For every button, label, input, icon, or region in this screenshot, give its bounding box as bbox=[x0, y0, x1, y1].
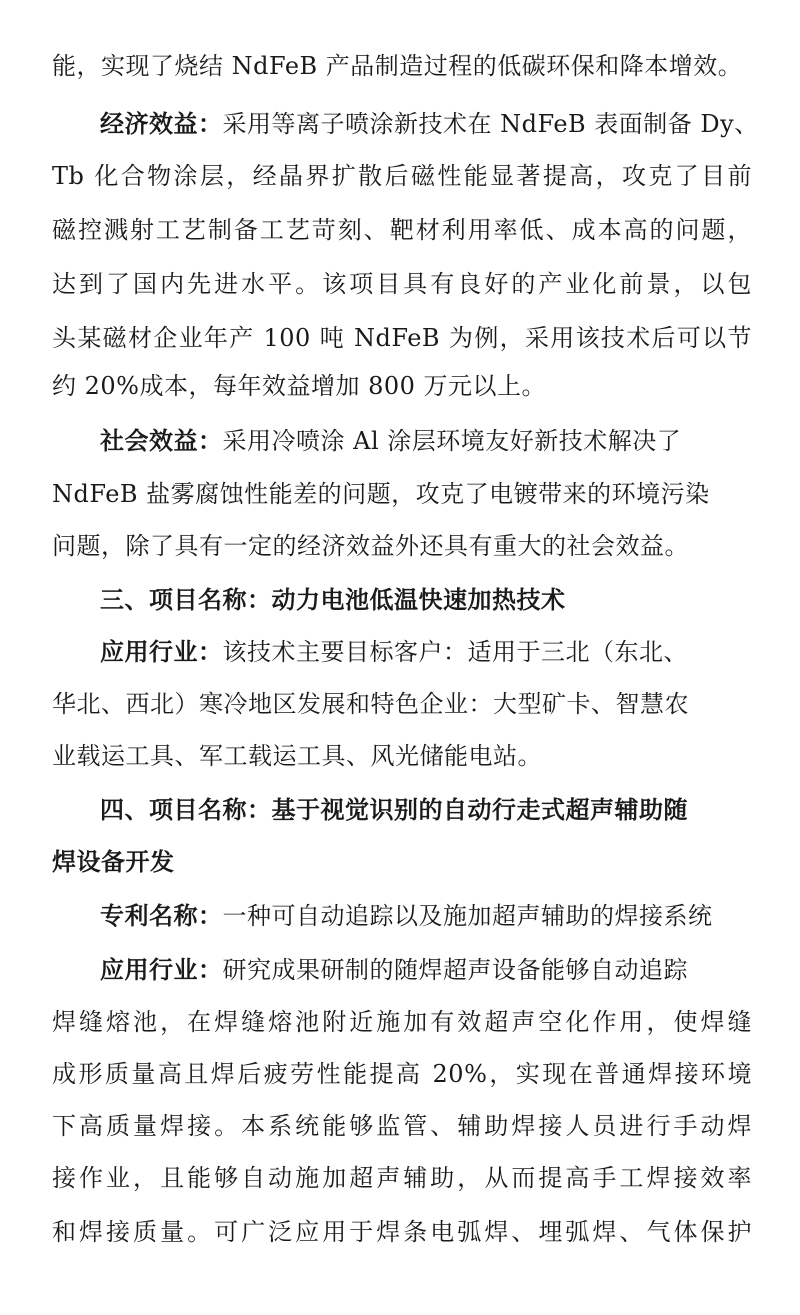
line-text: Tb 化合物涂层，经晶界扩散后磁性能显著提高，攻克了目前 bbox=[52, 162, 752, 190]
paragraph-application-industry-3 bbox=[100, 636, 752, 668]
line-text: 该技术主要目标客户：适用于三北（东北、 bbox=[222, 638, 688, 666]
line-text: 采用冷喷涂 Al 涂层环境友好新技术解决了 bbox=[222, 427, 682, 455]
label-social-benefit: 社会效益： bbox=[100, 427, 223, 455]
body-line-22 bbox=[52, 1162, 752, 1194]
body-line-3 bbox=[52, 160, 752, 192]
line-text: 下高质量焊接。本系统能够监管、辅助焊接人员进行手动焊 bbox=[52, 1112, 752, 1140]
heading-text: 四、项目名称：基于视觉识别的自动行走式超声辅助随 bbox=[100, 796, 688, 824]
line-text: 能，实现了烧结 NdFeB 产品制造过程的低碳环保和降本增效。 bbox=[52, 52, 743, 80]
section-heading-3 bbox=[100, 584, 752, 616]
body-line-7 bbox=[52, 370, 752, 402]
body-line-23 bbox=[52, 1216, 752, 1248]
line-text: 焊缝熔池，在焊缝熔池附近施加有效超声空化作用，使焊缝 bbox=[52, 1008, 752, 1036]
line-text: 业载运工具、军工载运工具、风光储能电站。 bbox=[52, 742, 542, 770]
line-text: 研究成果研制的随焊超声设备能够自动追踪 bbox=[222, 956, 688, 984]
heading-text: 三、项目名称：动力电池低温快速加热技术 bbox=[100, 586, 566, 614]
section-heading-4-cont bbox=[52, 846, 752, 878]
body-line-9 bbox=[52, 478, 752, 510]
body-line-13 bbox=[52, 688, 752, 720]
paragraph-patent-name bbox=[100, 900, 752, 932]
body-line-20 bbox=[52, 1058, 752, 1090]
body-line-19 bbox=[52, 1006, 752, 1038]
body-line-5 bbox=[52, 268, 752, 300]
label-economic-benefit: 经济效益： bbox=[100, 110, 223, 138]
line-text: 和焊接质量。可广泛应用于焊条电弧焊、埋弧焊、气体保护 bbox=[52, 1218, 752, 1246]
line-text: 成形质量高且焊后疲劳性能提高 20%，实现在普通焊接环境 bbox=[52, 1060, 752, 1088]
label-application-industry: 应用行业： bbox=[100, 956, 223, 984]
body-line-1 bbox=[52, 50, 752, 82]
heading-text: 焊设备开发 bbox=[52, 848, 175, 876]
paragraph-social-benefit bbox=[100, 425, 752, 457]
paragraph-application-industry-4 bbox=[100, 954, 752, 986]
line-text: 接作业，且能够自动施加超声辅助，从而提高手工焊接效率 bbox=[52, 1164, 752, 1192]
line-text: NdFeB 盐雾腐蚀性能差的问题，攻克了电镀带来的环境污染 bbox=[52, 480, 710, 508]
line-text: 华北、西北）寒冷地区发展和特色企业：大型矿卡、智慧农 bbox=[52, 690, 689, 718]
body-line-10 bbox=[52, 530, 752, 562]
section-heading-4 bbox=[100, 794, 752, 826]
paragraph-economic-benefit bbox=[100, 108, 759, 140]
body-line-4 bbox=[52, 214, 752, 246]
line-text: 约 20%成本，每年效益增加 800 万元以上。 bbox=[52, 372, 547, 400]
line-text: 达到了国内先进水平。该项目具有良好的产业化前景，以包 bbox=[52, 270, 752, 298]
line-text: 采用等离子喷涂新技术在 NdFeB 表面制备 Dy、 bbox=[222, 110, 759, 138]
line-text: 问题，除了具有一定的经济效益外还具有重大的社会效益。 bbox=[52, 532, 689, 560]
line-text: 头某磁材企业年产 100 吨 NdFeB 为例，采用该技术后可以节 bbox=[52, 324, 752, 352]
body-line-6 bbox=[52, 322, 752, 354]
label-application-industry: 应用行业： bbox=[100, 638, 223, 666]
body-line-21 bbox=[52, 1110, 752, 1142]
line-text: 磁控溅射工艺制备工艺苛刻、靶材利用率低、成本高的问题， bbox=[52, 216, 752, 244]
line-text: 一种可自动追踪以及施加超声辅助的焊接系统 bbox=[222, 902, 713, 930]
label-patent-name: 专利名称： bbox=[100, 902, 223, 930]
body-line-14 bbox=[52, 740, 752, 772]
